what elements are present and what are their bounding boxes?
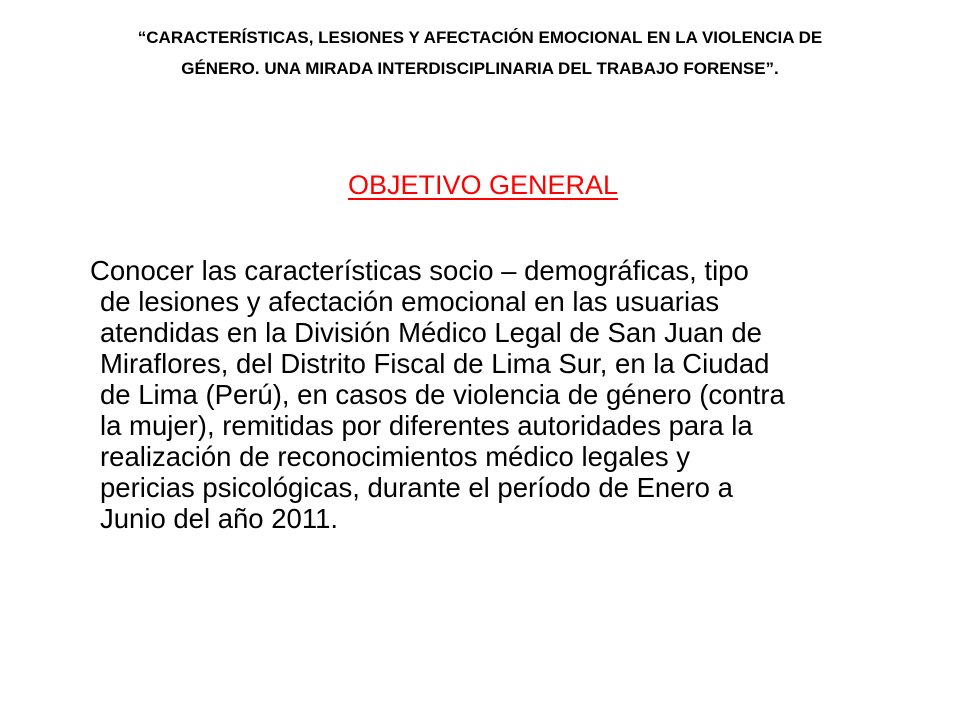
title-line-2: GÉNERO. UNA MIRADA INTERDISCIPLINARIA DEL TRABAJO FORENSE”. (181, 59, 779, 78)
title-line-1: “CARACTERÍSTICAS, LESIONES Y AFECTACIÓN EMOCIONAL EN LA VIOLENCIA DE (137, 28, 823, 47)
objective-paragraph (90, 255, 930, 534)
paragraph-line-8: pericias psicológicas, durante el período de Enero a (100, 472, 733, 503)
section-heading: OBJETIVO GENERAL (347, 170, 619, 200)
paragraph-line-3: atendidas en la División Médico Legal de San Juan de (100, 317, 762, 348)
paragraph-line-1: Conocer las características socio – demográficas, tipo (90, 255, 749, 286)
paragraph-line-5: de Lima (Perú), en casos de violencia de género (contra (100, 379, 785, 410)
paragraph-line-4: Miraflores, del Distrito Fiscal de Lima Sur, en la Ciudad (100, 348, 770, 379)
paragraph-line-6: la mujer), remitidas por diferentes autoridades para la (100, 410, 753, 441)
paragraph-line-9: Junio del año 2011. (100, 503, 339, 534)
paragraph-line-2: de lesiones y afectación emocional en las usuarias (100, 286, 720, 317)
slide-title (60, 22, 900, 84)
paragraph-line-7: realización de reconocimientos médico legales y (100, 441, 691, 472)
